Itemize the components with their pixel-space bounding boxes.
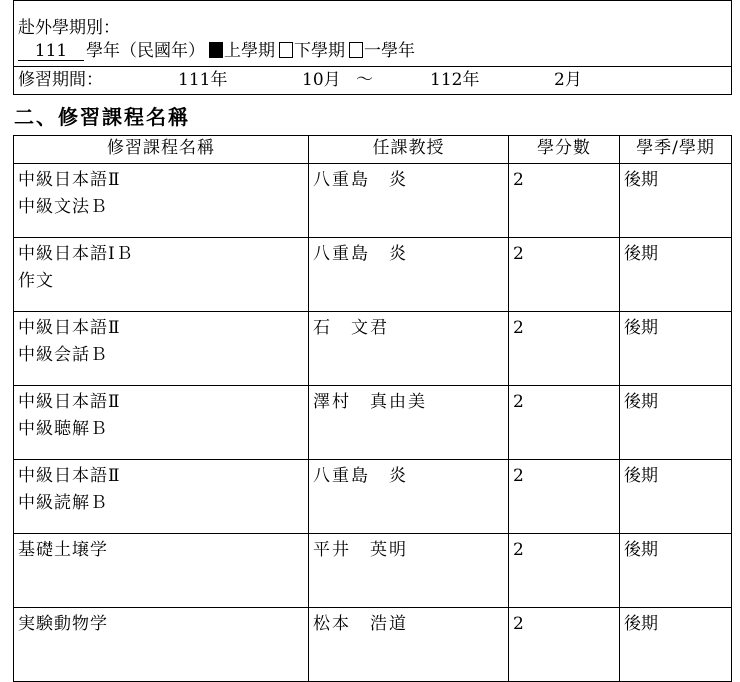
table-row <box>14 460 732 534</box>
credits-cell: 2 <box>509 238 620 312</box>
professor-cell: 八重島 炎 <box>309 460 509 534</box>
table-row <box>14 312 732 386</box>
study-period-end-year: 112年 <box>430 70 480 90</box>
table-row <box>14 238 732 312</box>
professor-cell: 石 文君 <box>309 312 509 386</box>
study-period-cell <box>14 67 732 95</box>
second-semester-label: 下學期 <box>294 41 345 61</box>
semester-row <box>14 1 732 67</box>
study-period-start-year: 111年 <box>178 70 228 90</box>
professor-cell: 澤村 真由美 <box>309 386 509 460</box>
term-cell: 後期 <box>620 460 732 534</box>
table-row <box>14 386 732 460</box>
professor-cell: 八重島 炎 <box>309 164 509 238</box>
course-name-line: 中級日本語Ⅱ <box>18 392 121 412</box>
study-period-end-month: 2月 <box>554 70 582 90</box>
study-period-separator: ～ <box>356 70 373 90</box>
course-name-line: 作文 <box>18 271 54 291</box>
course-name-line: 実験動物学 <box>18 614 108 634</box>
course-name-cell <box>14 608 309 682</box>
course-name-cell <box>14 386 309 460</box>
semester-cell <box>14 1 732 67</box>
full-year-checkbox[interactable] <box>349 42 363 58</box>
first-semester-label: 上學期 <box>224 41 275 61</box>
header-professor: 任課教授 <box>309 136 509 164</box>
course-name-line: 中級日本語Ⅱ <box>18 466 121 486</box>
header-term: 學季/學期 <box>620 136 732 164</box>
course-name-line: 中級聴解Ｂ <box>18 419 108 439</box>
course-name-cell <box>14 534 309 608</box>
semester-label: 赴外學期別： <box>18 18 120 38</box>
professor-cell: 八重島 炎 <box>309 238 509 312</box>
study-period-label: 修習期間： <box>18 70 103 90</box>
study-period-row <box>14 67 732 95</box>
course-name-line: 中級日本語ⅠＢ <box>18 244 134 264</box>
credits-cell: 2 <box>509 460 620 534</box>
course-name-line: 基礎土壌学 <box>18 540 108 560</box>
term-cell: 後期 <box>620 164 732 238</box>
table-row <box>14 534 732 608</box>
semester-info-table <box>13 0 732 95</box>
term-cell: 後期 <box>620 608 732 682</box>
course-name-line: 中級日本語Ⅱ <box>18 318 121 338</box>
header-course-name: 修習課程名稱 <box>14 136 309 164</box>
course-name-line: 中級会話Ｂ <box>18 345 108 365</box>
academic-year-suffix: 學年（民國年） <box>86 41 205 61</box>
full-year-label: 一學年 <box>364 41 415 61</box>
course-table <box>13 135 732 682</box>
second-semester-checkbox[interactable] <box>279 42 293 58</box>
professor-cell: 平井 英明 <box>309 534 509 608</box>
header-credits: 學分數 <box>509 136 620 164</box>
academic-year-field: 111 <box>18 42 84 61</box>
term-cell: 後期 <box>620 238 732 312</box>
credits-cell: 2 <box>509 534 620 608</box>
credits-cell: 2 <box>509 608 620 682</box>
first-semester-checkbox[interactable] <box>209 42 223 58</box>
study-period-start-month: 10月 <box>302 70 341 90</box>
table-row <box>14 608 732 682</box>
course-name-line: 中級文法Ｂ <box>18 197 108 217</box>
course-name-line: 中級読解Ｂ <box>18 493 108 513</box>
professor-cell: 松本 浩道 <box>309 608 509 682</box>
course-name-line: 中級日本語Ⅱ <box>18 170 121 190</box>
term-cell: 後期 <box>620 386 732 460</box>
course-table-header-row <box>14 136 732 164</box>
course-name-cell <box>14 312 309 386</box>
credits-cell: 2 <box>509 164 620 238</box>
course-table-body <box>14 164 732 682</box>
credits-cell: 2 <box>509 386 620 460</box>
credits-cell: 2 <box>509 312 620 386</box>
term-cell: 後期 <box>620 312 732 386</box>
course-name-cell <box>14 164 309 238</box>
course-name-cell <box>14 460 309 534</box>
semester-options-line <box>18 40 731 63</box>
term-cell: 後期 <box>620 534 732 608</box>
section-title: 二、修習課程名稱 <box>14 105 190 129</box>
course-name-cell <box>14 238 309 312</box>
table-row <box>14 164 732 238</box>
